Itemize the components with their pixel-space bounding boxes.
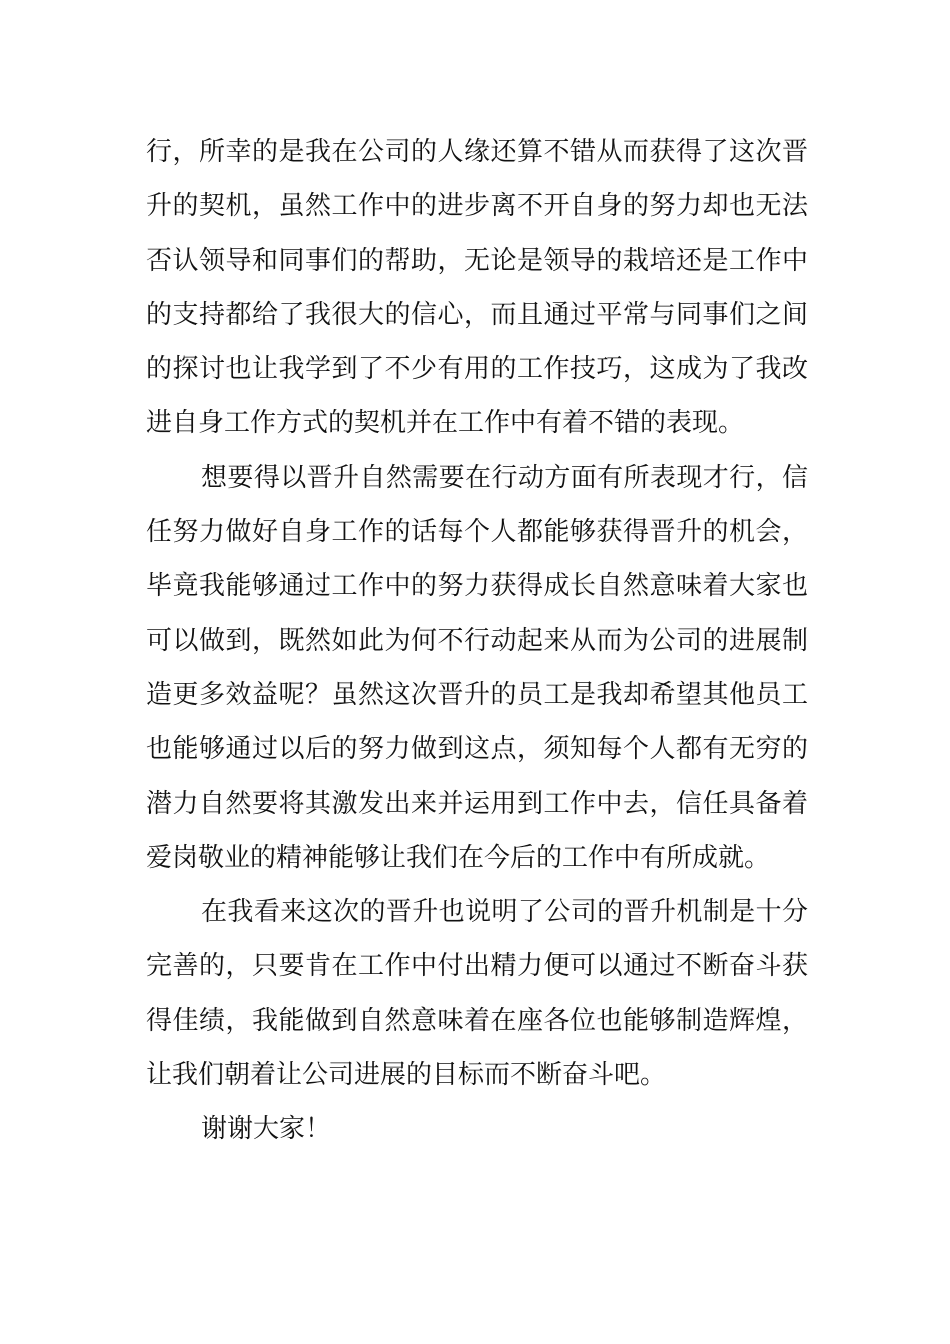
text-line: 可以做到，既然如此为何不行动起来从而为公司的进展制 bbox=[146, 625, 808, 656]
paragraph-4 bbox=[146, 1102, 808, 1156]
text-line: 毕竟我能够通过工作中的努力获得成长自然意味着大家也 bbox=[146, 571, 808, 602]
text-line: 也能够通过以后的努力做到这点，须知每个人都有无穷的 bbox=[146, 734, 808, 765]
text-line: 的支持都给了我很大的信心，而且通过平常与同事们之间 bbox=[146, 299, 808, 330]
paragraph-2 bbox=[146, 451, 808, 885]
paragraph-1 bbox=[146, 125, 808, 451]
text-line: 否认领导和同事们的帮助，无论是领导的栽培还是工作中 bbox=[146, 245, 808, 276]
text-line: 爱岗敬业的精神能够让我们在今后的工作中有所成就。 bbox=[146, 842, 771, 873]
text-line: 潜力自然要将其激发出来并运用到工作中去，信任具备着 bbox=[146, 788, 808, 819]
paragraph-3 bbox=[146, 885, 808, 1102]
text-line: 进自身工作方式的契机并在工作中有着不错的表现。 bbox=[146, 408, 745, 439]
text-line: 行，所幸的是我在公司的人缘还算不错从而获得了这次晋 bbox=[146, 137, 808, 167]
text-line: 在我看来这次的晋升也说明了公司的晋升机制是十分 bbox=[201, 897, 808, 928]
text-line: 让我们朝着让公司进展的目标而不断奋斗吧。 bbox=[146, 1060, 667, 1091]
text-line: 升的契机，虽然工作中的进步离不开自身的努力却也无法 bbox=[146, 191, 808, 222]
text-line: 造更多效益呢？虽然这次晋升的员工是我却希望其他员工 bbox=[146, 679, 808, 710]
text-line: 想要得以晋升自然需要在行动方面有所表现才行，信 bbox=[201, 462, 808, 493]
text-line: 任努力做好自身工作的话每个人都能够获得晋升的机会， bbox=[146, 517, 808, 548]
text-line: 完善的，只要肯在工作中付出精力便可以通过不断奋斗获 bbox=[146, 951, 808, 982]
text-line: 的探讨也让我学到了不少有用的工作技巧，这成为了我改 bbox=[146, 354, 808, 385]
closing-line: 谢谢大家！ bbox=[201, 1114, 332, 1145]
document-body bbox=[146, 125, 808, 1157]
text-line: 得佳绩，我能做到自然意味着在座各位也能够制造辉煌， bbox=[146, 1005, 808, 1036]
